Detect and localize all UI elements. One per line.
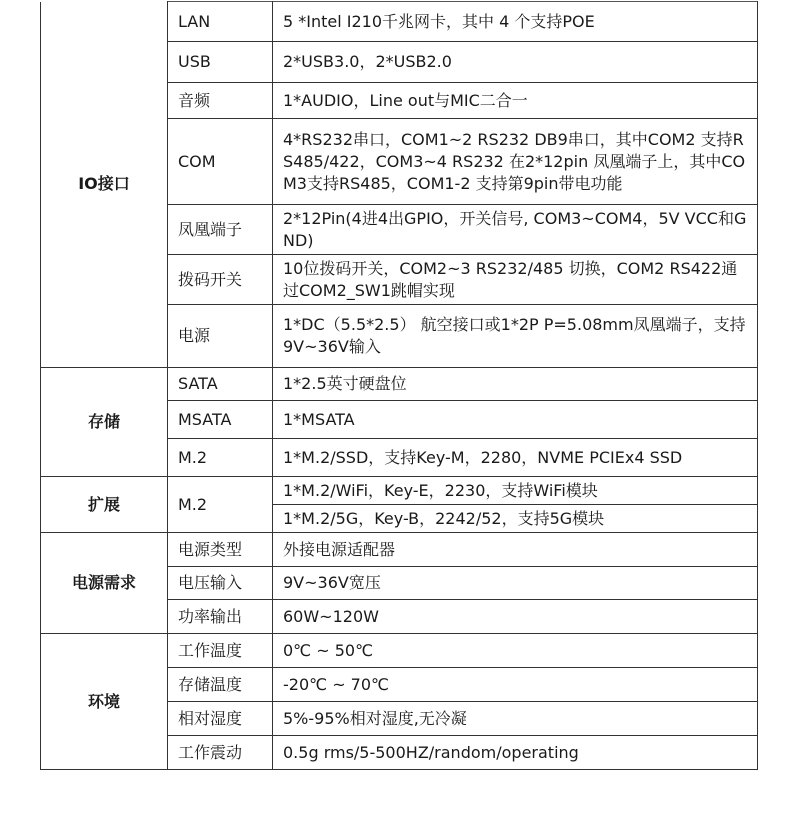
row-value: 2*USB3.0，2*USB2.0: [273, 42, 758, 83]
row-value: 1*M.2/SSD，支持Key-M，2280，NVME PCIEx4 SSD: [273, 439, 758, 477]
row-label: 工作温度: [168, 634, 273, 668]
row-label: COM: [168, 119, 273, 205]
row-label: M.2: [168, 477, 273, 533]
row-value: 0℃ ~ 50℃: [273, 634, 758, 668]
row-value: 60W~120W: [273, 600, 758, 634]
row-label: LAN: [168, 2, 273, 42]
row-label: 相对湿度: [168, 702, 273, 736]
row-label: M.2: [168, 439, 273, 477]
table-row: [41, 477, 758, 533]
row-value-5g: 1*M.2/5G，Key-B，2242/52，支持5G模块: [273, 504, 757, 532]
row-value-split: [273, 477, 758, 533]
table-row: [41, 634, 758, 668]
row-label: 电源: [168, 305, 273, 368]
row-label: MSATA: [168, 401, 273, 439]
category-io: IO接口: [41, 2, 168, 368]
row-label: 音频: [168, 83, 273, 119]
table-row: [41, 2, 758, 42]
row-value: 5 *Intel I210千兆网卡，其中 4 个支持POE: [273, 2, 758, 42]
category-environment: 环境: [41, 634, 168, 770]
row-value: 1*DC（5.5*2.5） 航空接口或1*2P P=5.08mm凤凰端子，支持9V~36V输入: [273, 305, 758, 368]
row-value: 外接电源适配器: [273, 533, 758, 567]
row-value-wifi: 1*M.2/WiFi，Key-E，2230，支持WiFi模块: [283, 481, 598, 500]
row-label: SATA: [168, 368, 273, 401]
category-storage: 存储: [41, 368, 168, 477]
row-label: 电源类型: [168, 533, 273, 567]
category-expansion: 扩展: [41, 477, 168, 533]
row-value: 5%-95%相对湿度,无冷凝: [273, 702, 758, 736]
table-row: [41, 368, 758, 401]
row-label: 拨码开关: [168, 255, 273, 305]
row-value: 1*MSATA: [273, 401, 758, 439]
category-power: 电源需求: [41, 533, 168, 634]
row-value: 1*AUDIO，Line out与MIC二合一: [273, 83, 758, 119]
row-value: 2*12Pin(4进4出GPIO，开关信号, COM3~COM4，5V VCC和GND): [273, 205, 758, 255]
row-label: 功率输出: [168, 600, 273, 634]
row-value: -20℃ ~ 70℃: [273, 668, 758, 702]
row-label: USB: [168, 42, 273, 83]
row-value: 0.5g rms/5-500HZ/random/operating: [273, 736, 758, 770]
spec-table: [40, 1, 758, 770]
row-value: 9V~36V宽压: [273, 567, 758, 600]
row-value: 4*RS232串口，COM1~2 RS232 DB9串口，其中COM2 支持RS485/422，COM3~4 RS232 在2*12pin 凤凰端子上，其中COM3支持RS485，COM1-2 支持第9pin带电功能: [273, 119, 758, 205]
row-label: 电压输入: [168, 567, 273, 600]
row-label: 存储温度: [168, 668, 273, 702]
row-label: 凤凰端子: [168, 205, 273, 255]
row-value: 10位拨码开关，COM2~3 RS232/485 切换，COM2 RS422通过COM2_SW1跳帽实现: [273, 255, 758, 305]
row-label: 工作震动: [168, 736, 273, 770]
row-value: 1*2.5英寸硬盘位: [273, 368, 758, 401]
table-row: [41, 533, 758, 567]
